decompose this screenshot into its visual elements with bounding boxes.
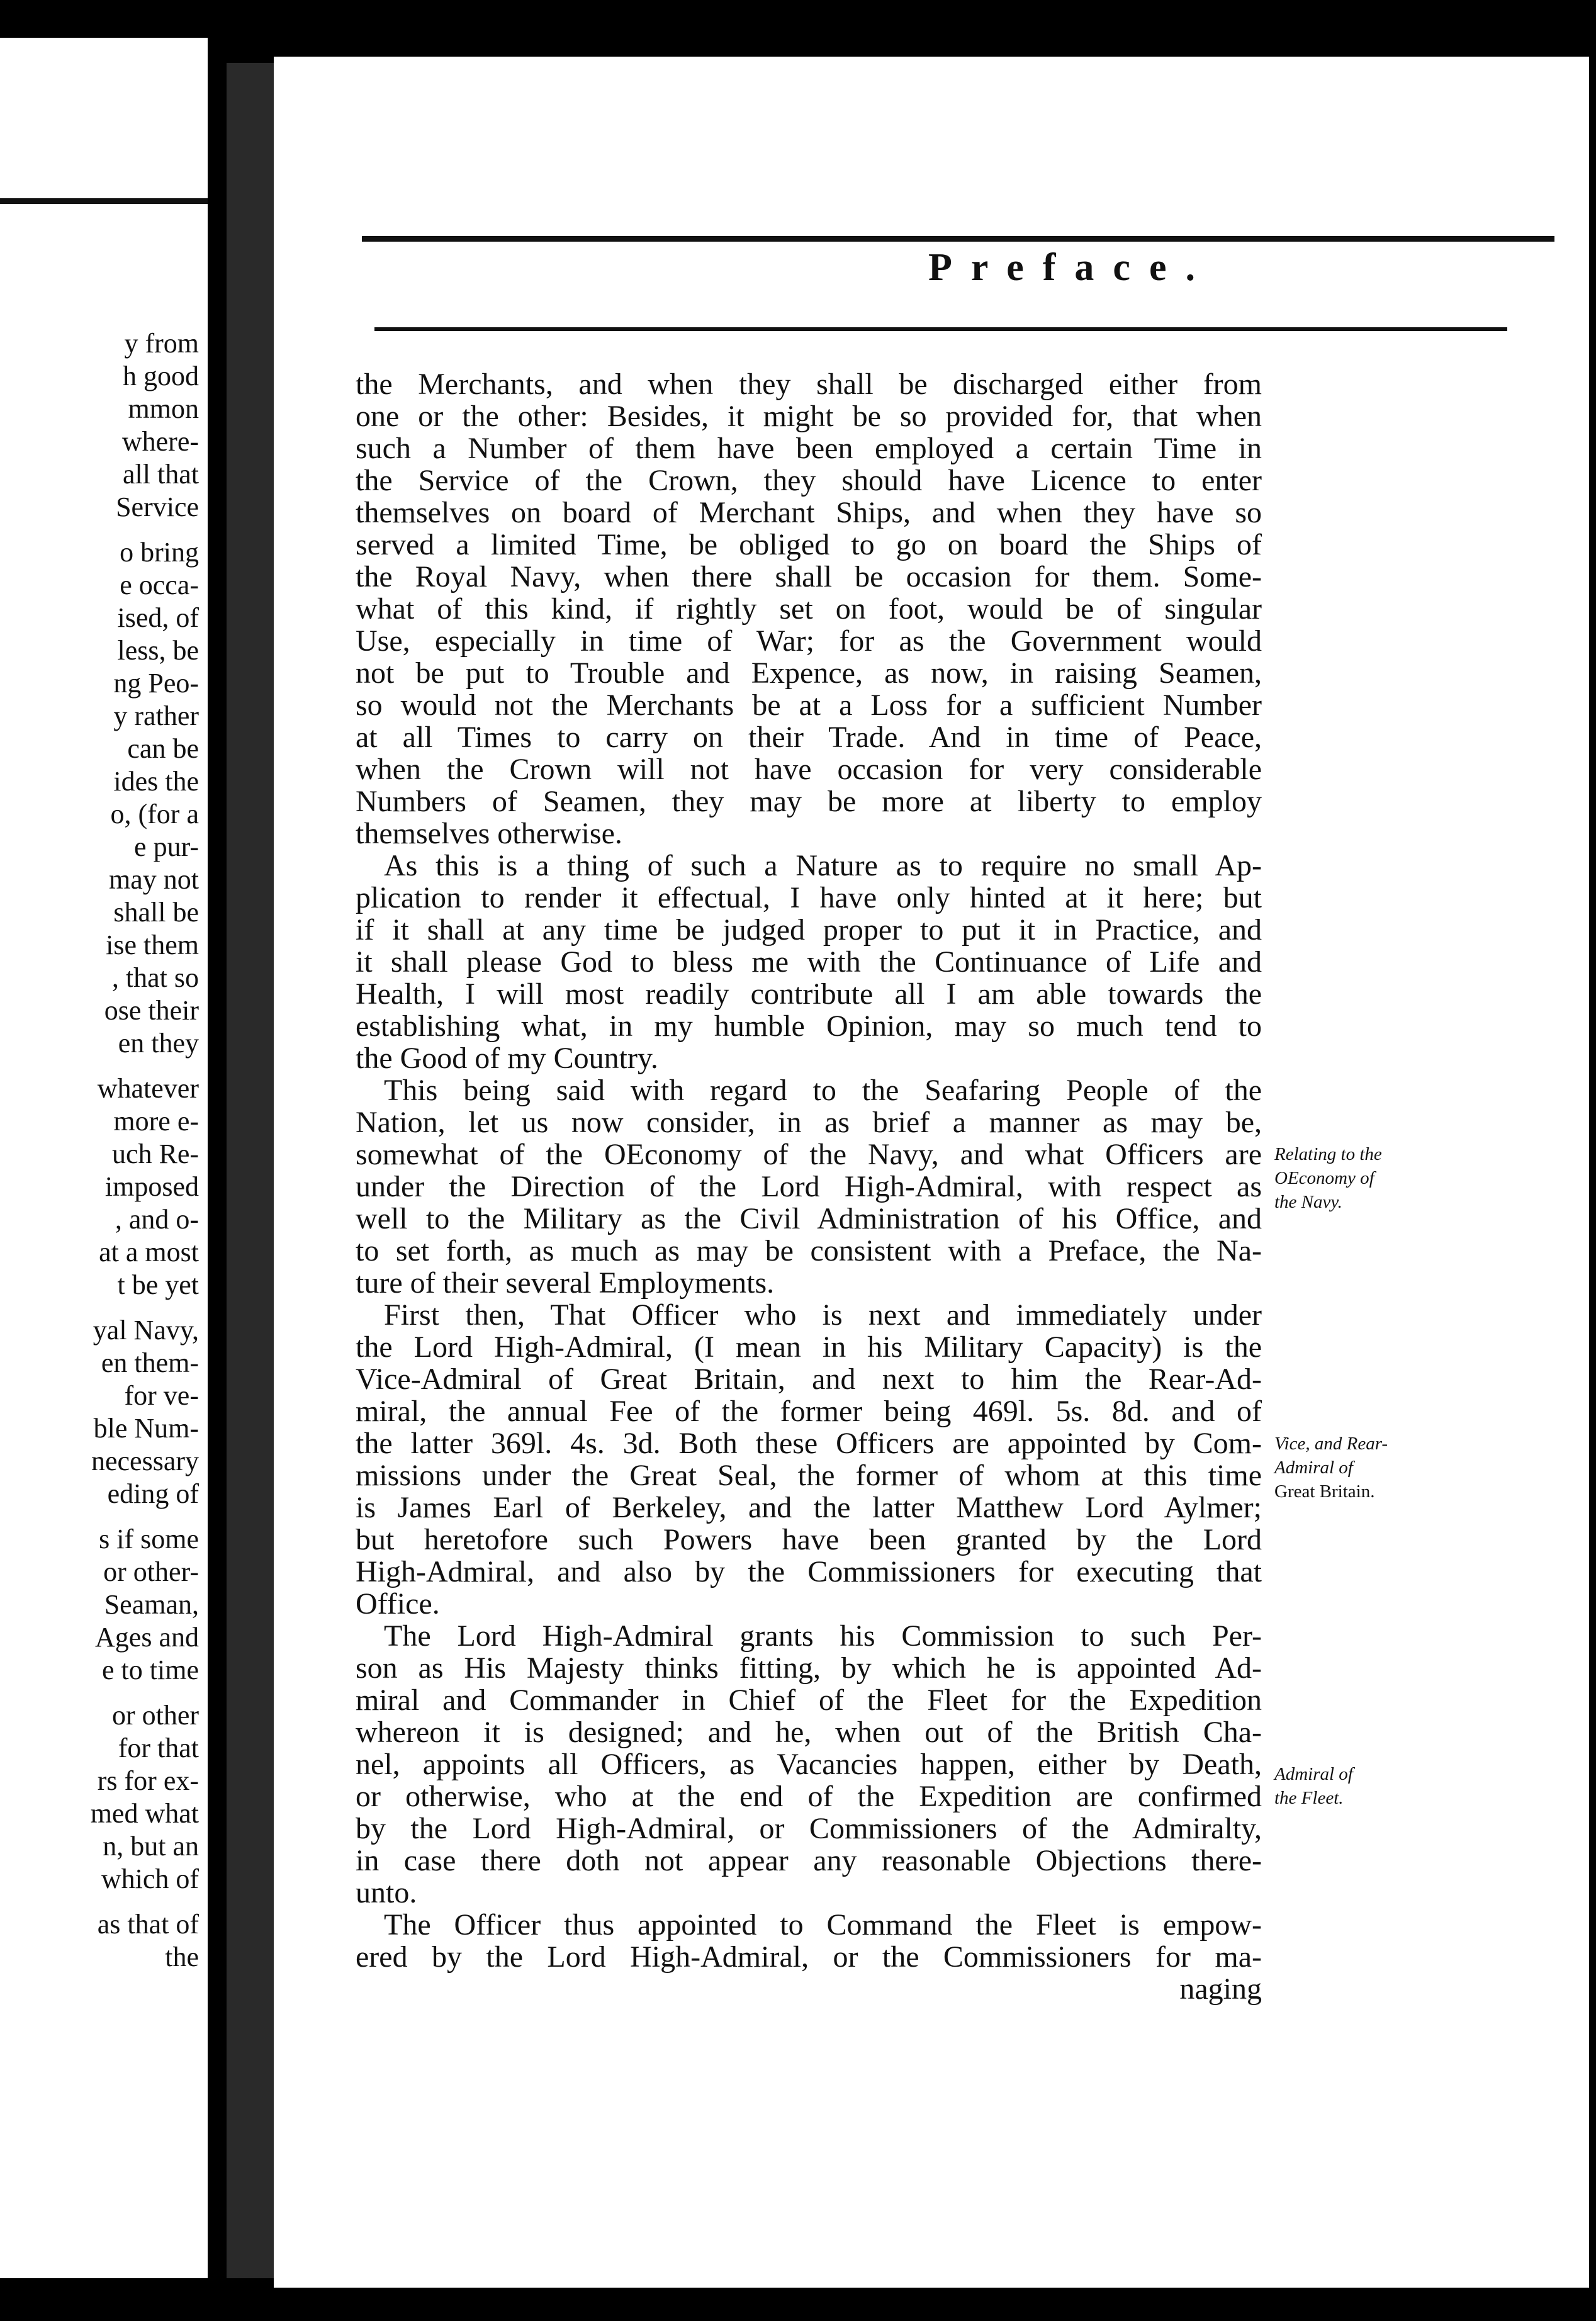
text-line: Vice-Admiral of Great Britain, and next to him the Rear-Ad- — [356, 1363, 1262, 1396]
text-line: miral, the annual Fee of the former being 469l. 5s. 8d. and of — [356, 1395, 1262, 1428]
text-line: somewhat of the OEconomy of the Navy, and what Officers are — [356, 1138, 1262, 1171]
left-text-line: ose their — [104, 995, 199, 1026]
text-line: or otherwise, who at the end of the Expedition are confirmed — [356, 1780, 1262, 1813]
margin-note-line: Admiral of — [1274, 1458, 1353, 1478]
margin-note-line: the Fleet. — [1274, 1788, 1344, 1808]
text-line: but heretofore such Powers have been granted by the Lord — [356, 1523, 1262, 1556]
left-text-line: y from — [124, 328, 199, 359]
text-line: ered by the Lord High-Admiral, or the Commissioners for ma- — [356, 1940, 1262, 1974]
text-line: the Service of the Crown, they should have Licence to enter — [356, 464, 1262, 497]
margin-note-line: Admiral of — [1274, 1764, 1353, 1784]
text-line: by the Lord High-Admiral, or Commissioners of the Admiralty, — [356, 1812, 1262, 1845]
text-line: one or the other: Besides, it might be so provided for, that when — [356, 400, 1262, 433]
body-text — [356, 368, 1262, 2005]
left-text-line: can be — [127, 733, 199, 764]
left-text-line: ng Peo- — [113, 668, 199, 699]
left-text-line: whatever — [97, 1073, 199, 1104]
text-line: well to the Military as the Civil Administration of his Office, and — [356, 1202, 1262, 1235]
catchword: naging — [1179, 1972, 1262, 2006]
text-line: As this is a thing of such a Nature as to require no small Ap- — [384, 849, 1262, 882]
left-text-line: less, be — [117, 635, 199, 666]
left-text-line: h good — [123, 361, 199, 391]
left-text-line: imposed — [104, 1171, 199, 1202]
text-line: themselves otherwise. — [356, 817, 622, 850]
text-line: High-Admiral, and also by the Commissioners for executing that — [356, 1555, 1262, 1588]
text-line: establishing what, in my humble Opinion, may so much tend to — [356, 1009, 1262, 1043]
left-text-line: e pur- — [134, 831, 199, 862]
left-text-line: ise them — [106, 930, 199, 960]
text-line: served a limited Time, be obliged to go on board the Ships of — [356, 528, 1262, 561]
left-text-line: Service — [116, 492, 199, 522]
text-line: Use, especially in time of War; for as the Government would — [356, 624, 1262, 658]
left-text-line: uch Re- — [111, 1138, 199, 1169]
left-text-line: ides the — [113, 766, 199, 797]
left-text-line: y rather — [113, 700, 199, 731]
left-text-line: , and o- — [115, 1204, 199, 1235]
left-text-line: where- — [121, 426, 199, 457]
left-text-line: ble Num- — [93, 1413, 199, 1444]
text-line: plication to render it effectual, I have only hinted at it here; but — [356, 881, 1262, 914]
left-text-line: more e- — [113, 1106, 199, 1137]
header-rule — [374, 327, 1507, 331]
text-line: Office. — [356, 1587, 440, 1621]
left-text-line: , that so — [111, 962, 199, 993]
text-line: Nation, let us now consider, in as brief a manner as may be, — [356, 1106, 1262, 1139]
margin-note-line: Great Britain. — [1274, 1481, 1375, 1502]
text-line: the Royal Navy, when there shall be occasion for them. Some- — [356, 560, 1262, 593]
left-text-line: o bring — [120, 537, 199, 568]
text-line: the Merchants, and when they shall be discharged either from — [356, 368, 1262, 401]
text-line: is James Earl of Berkeley, and the latter Matthew Lord Aylmer; — [356, 1491, 1262, 1524]
text-line: the latter 369l. 4s. 3d. Both these Officers are appointed by Com- — [356, 1427, 1262, 1460]
margin-note-admiral-fleet — [1274, 1762, 1419, 1810]
left-text-line: or other — [111, 1700, 199, 1731]
text-line: missions under the Great Seal, the former of whom at this time — [356, 1459, 1262, 1492]
left-text-line: as that of — [97, 1909, 199, 1940]
text-line: when the Crown will not have occasion for very considerable — [356, 753, 1262, 786]
left-text-line: en them- — [101, 1347, 199, 1378]
text-line: themselves on board of Merchant Ships, and when they have so — [356, 496, 1262, 529]
top-rule — [362, 236, 1554, 242]
left-text-line: at a most — [99, 1237, 199, 1267]
text-line: unto. — [356, 1876, 417, 1909]
left-text-line: Ages and — [95, 1622, 199, 1653]
margin-note-line: Vice, and Rear- — [1274, 1434, 1388, 1454]
text-line: so would not the Merchants be at a Loss for a sufficient Number — [356, 688, 1262, 722]
left-text-line: or other- — [103, 1556, 199, 1587]
left-text-line: n, but an — [103, 1831, 199, 1862]
right-page — [274, 57, 1589, 2288]
text-line: the Good of my Country. — [356, 1042, 658, 1075]
left-text-line: s if some — [99, 1524, 199, 1554]
left-text-line: all that — [123, 459, 199, 490]
left-text-line: e occa- — [120, 570, 199, 600]
text-line: miral and Commander in Chief of the Fleet for the Expedition — [356, 1683, 1262, 1717]
left-page-text — [0, 327, 208, 1974]
text-line: at all Times to carry on their Trade. And in time of Peace, — [356, 721, 1262, 754]
left-text-line: rs for ex- — [97, 1765, 199, 1796]
left-text-line: e to time — [102, 1655, 199, 1685]
text-line: whereon it is designed; and he, when out of the British Cha- — [356, 1716, 1262, 1749]
left-text-line: may not — [109, 864, 199, 895]
text-line: in case there doth not appear any reasonable Objections there- — [356, 1844, 1262, 1877]
text-line: what of this kind, if rightly set on foot, would be of singular — [356, 592, 1262, 626]
text-line: ture of their several Employments. — [356, 1266, 775, 1300]
text-line: nel, appoints all Officers, as Vacancies happen, either by Death, — [356, 1748, 1262, 1781]
left-text-line: necessary — [91, 1446, 199, 1476]
text-line: The Officer thus appointed to Command the Fleet is empow- — [384, 1908, 1262, 1942]
book-gutter — [227, 63, 274, 2278]
text-line: the Lord High-Admiral, (I mean in his Military Capacity) is the — [356, 1330, 1262, 1364]
margin-note-line: Relating to the — [1274, 1144, 1382, 1164]
left-text-line: med what — [90, 1798, 199, 1829]
text-line: if it shall at any time be judged proper to put it in Practice, and — [356, 913, 1262, 947]
margin-note-line: OEconomy of — [1274, 1168, 1374, 1188]
text-line: Health, I will most readily contribute all I am able towards the — [356, 977, 1262, 1011]
left-text-line: yal Navy, — [93, 1315, 199, 1346]
margin-note-economy — [1274, 1142, 1419, 1214]
left-text-line: t be yet — [117, 1269, 199, 1300]
left-text-line: eding of — [107, 1478, 199, 1509]
text-line: The Lord High-Admiral grants his Commission to such Per- — [384, 1619, 1262, 1653]
margin-note-vice-rear-admiral — [1274, 1432, 1419, 1503]
text-line: Numbers of Seamen, they may be more at liberty to employ — [356, 785, 1262, 818]
left-text-line: Seaman, — [104, 1589, 199, 1620]
left-text-line: o, (for a — [110, 799, 199, 829]
text-line: such a Number of them have been employed a certain Time in — [356, 432, 1262, 465]
left-text-line: ised, of — [117, 602, 199, 633]
text-line: under the Direction of the Lord High-Admiral, with respect as — [356, 1170, 1262, 1203]
page-title: Preface. — [928, 246, 1214, 289]
left-text-line: for that — [118, 1733, 199, 1763]
left-text-line: the — [165, 1942, 199, 1972]
text-line: First then, That Officer who is next and immediately under — [384, 1298, 1262, 1332]
text-line: not be put to Trouble and Expence, as now, in raising Seamen, — [356, 656, 1262, 690]
margin-note-line: the Navy. — [1274, 1192, 1342, 1212]
left-text-line: which of — [101, 1863, 199, 1894]
text-line: This being said with regard to the Seafaring People of the — [384, 1074, 1262, 1107]
text-line: to set forth, as much as may be consistent with a Preface, the Na- — [356, 1234, 1262, 1267]
left-text-line: mmon — [128, 393, 199, 424]
left-page-fragment — [0, 38, 208, 2278]
text-line: it shall please God to bless me with the Continuance of Life and — [356, 945, 1262, 979]
left-text-line: en they — [118, 1028, 199, 1059]
text-line: son as His Majesty thinks fitting, by which he is appointed Ad- — [356, 1651, 1262, 1685]
left-text-line: for ve- — [124, 1380, 199, 1411]
left-text-line: shall be — [113, 897, 199, 928]
left-page-rule — [0, 198, 208, 204]
